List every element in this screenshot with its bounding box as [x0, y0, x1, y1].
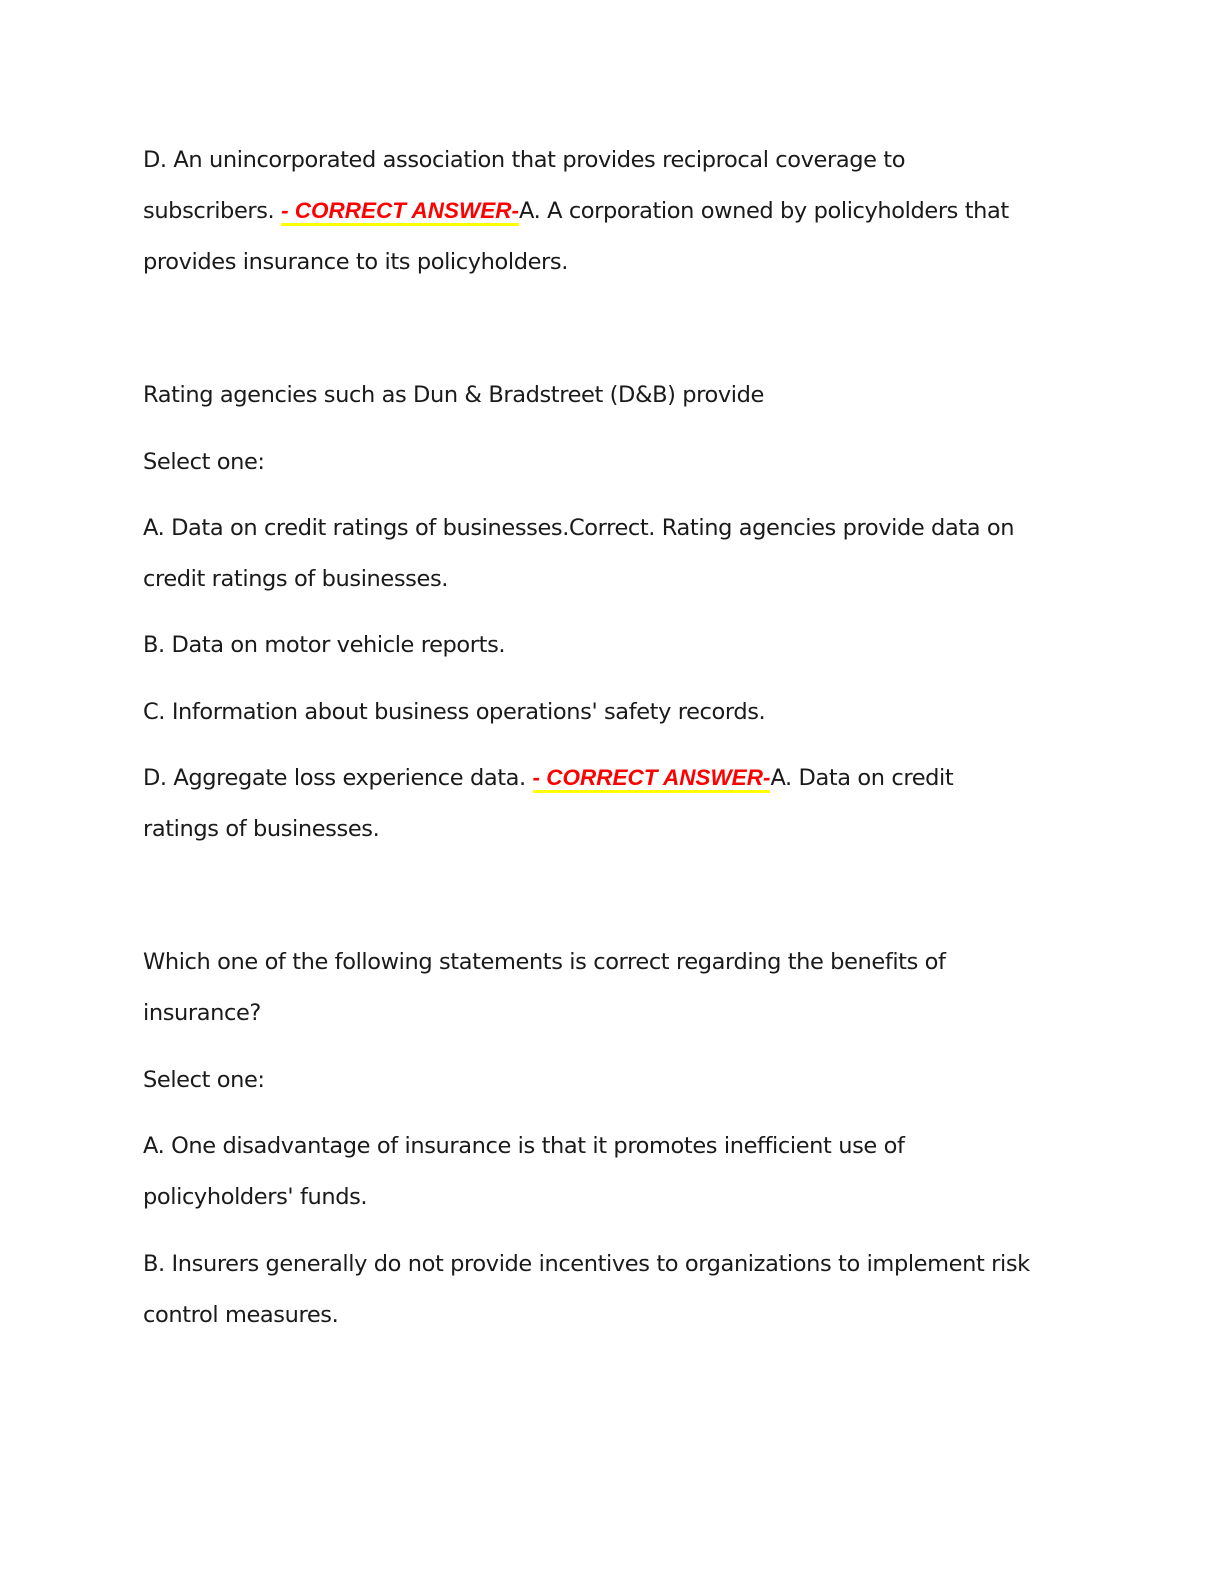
rating-question-stem: Rating agencies such as Dun & Bradstreet (D&B) provide [143, 382, 764, 408]
rating-option-b: B. Data on motor vehicle reports. [143, 632, 506, 658]
benefits-question-stem-line2: insurance? [143, 1000, 261, 1026]
benefits-question-stem-line1: Which one of the following statements is correct regarding the benefits of [143, 949, 946, 975]
rating-option-d-text: D. Aggregate loss experience data. [143, 765, 533, 791]
benefits-option-a-line2: policyholders' funds. [143, 1184, 368, 1210]
prev-option-d-line1: D. An unincorporated association that provides reciprocal coverage to [143, 147, 906, 173]
benefits-select-prompt: Select one: [143, 1067, 265, 1093]
benefits-option-b-line2: control measures. [143, 1302, 339, 1328]
rating-answer-text: A. Data on credit [770, 765, 954, 791]
rating-answer-line2: ratings of businesses. [143, 816, 380, 842]
correct-answer-marker: - CORRECT ANSWER- [533, 765, 771, 793]
rating-option-c: C. Information about business operations' safety records. [143, 699, 766, 725]
correct-answer-marker: - CORRECT ANSWER- [281, 198, 519, 226]
prev-option-d-line2 [143, 196, 1009, 226]
rating-select-prompt: Select one: [143, 449, 265, 475]
rating-option-a-line1: A. Data on credit ratings of businesses.Correct. Rating agencies provide data on [143, 515, 1015, 541]
benefits-option-a-line1: A. One disadvantage of insurance is that it promotes inefficient use of [143, 1133, 905, 1159]
prev-option-d-text: subscribers. [143, 198, 282, 224]
prev-answer-line2: provides insurance to its policyholders. [143, 249, 568, 275]
rating-option-d [143, 763, 953, 793]
prev-answer-text: A. A corporation owned by policyholders that [518, 198, 1009, 224]
rating-option-a-line2: credit ratings of businesses. [143, 566, 449, 592]
benefits-option-b-line1: B. Insurers generally do not provide incentives to organizations to implement risk [143, 1251, 1030, 1277]
